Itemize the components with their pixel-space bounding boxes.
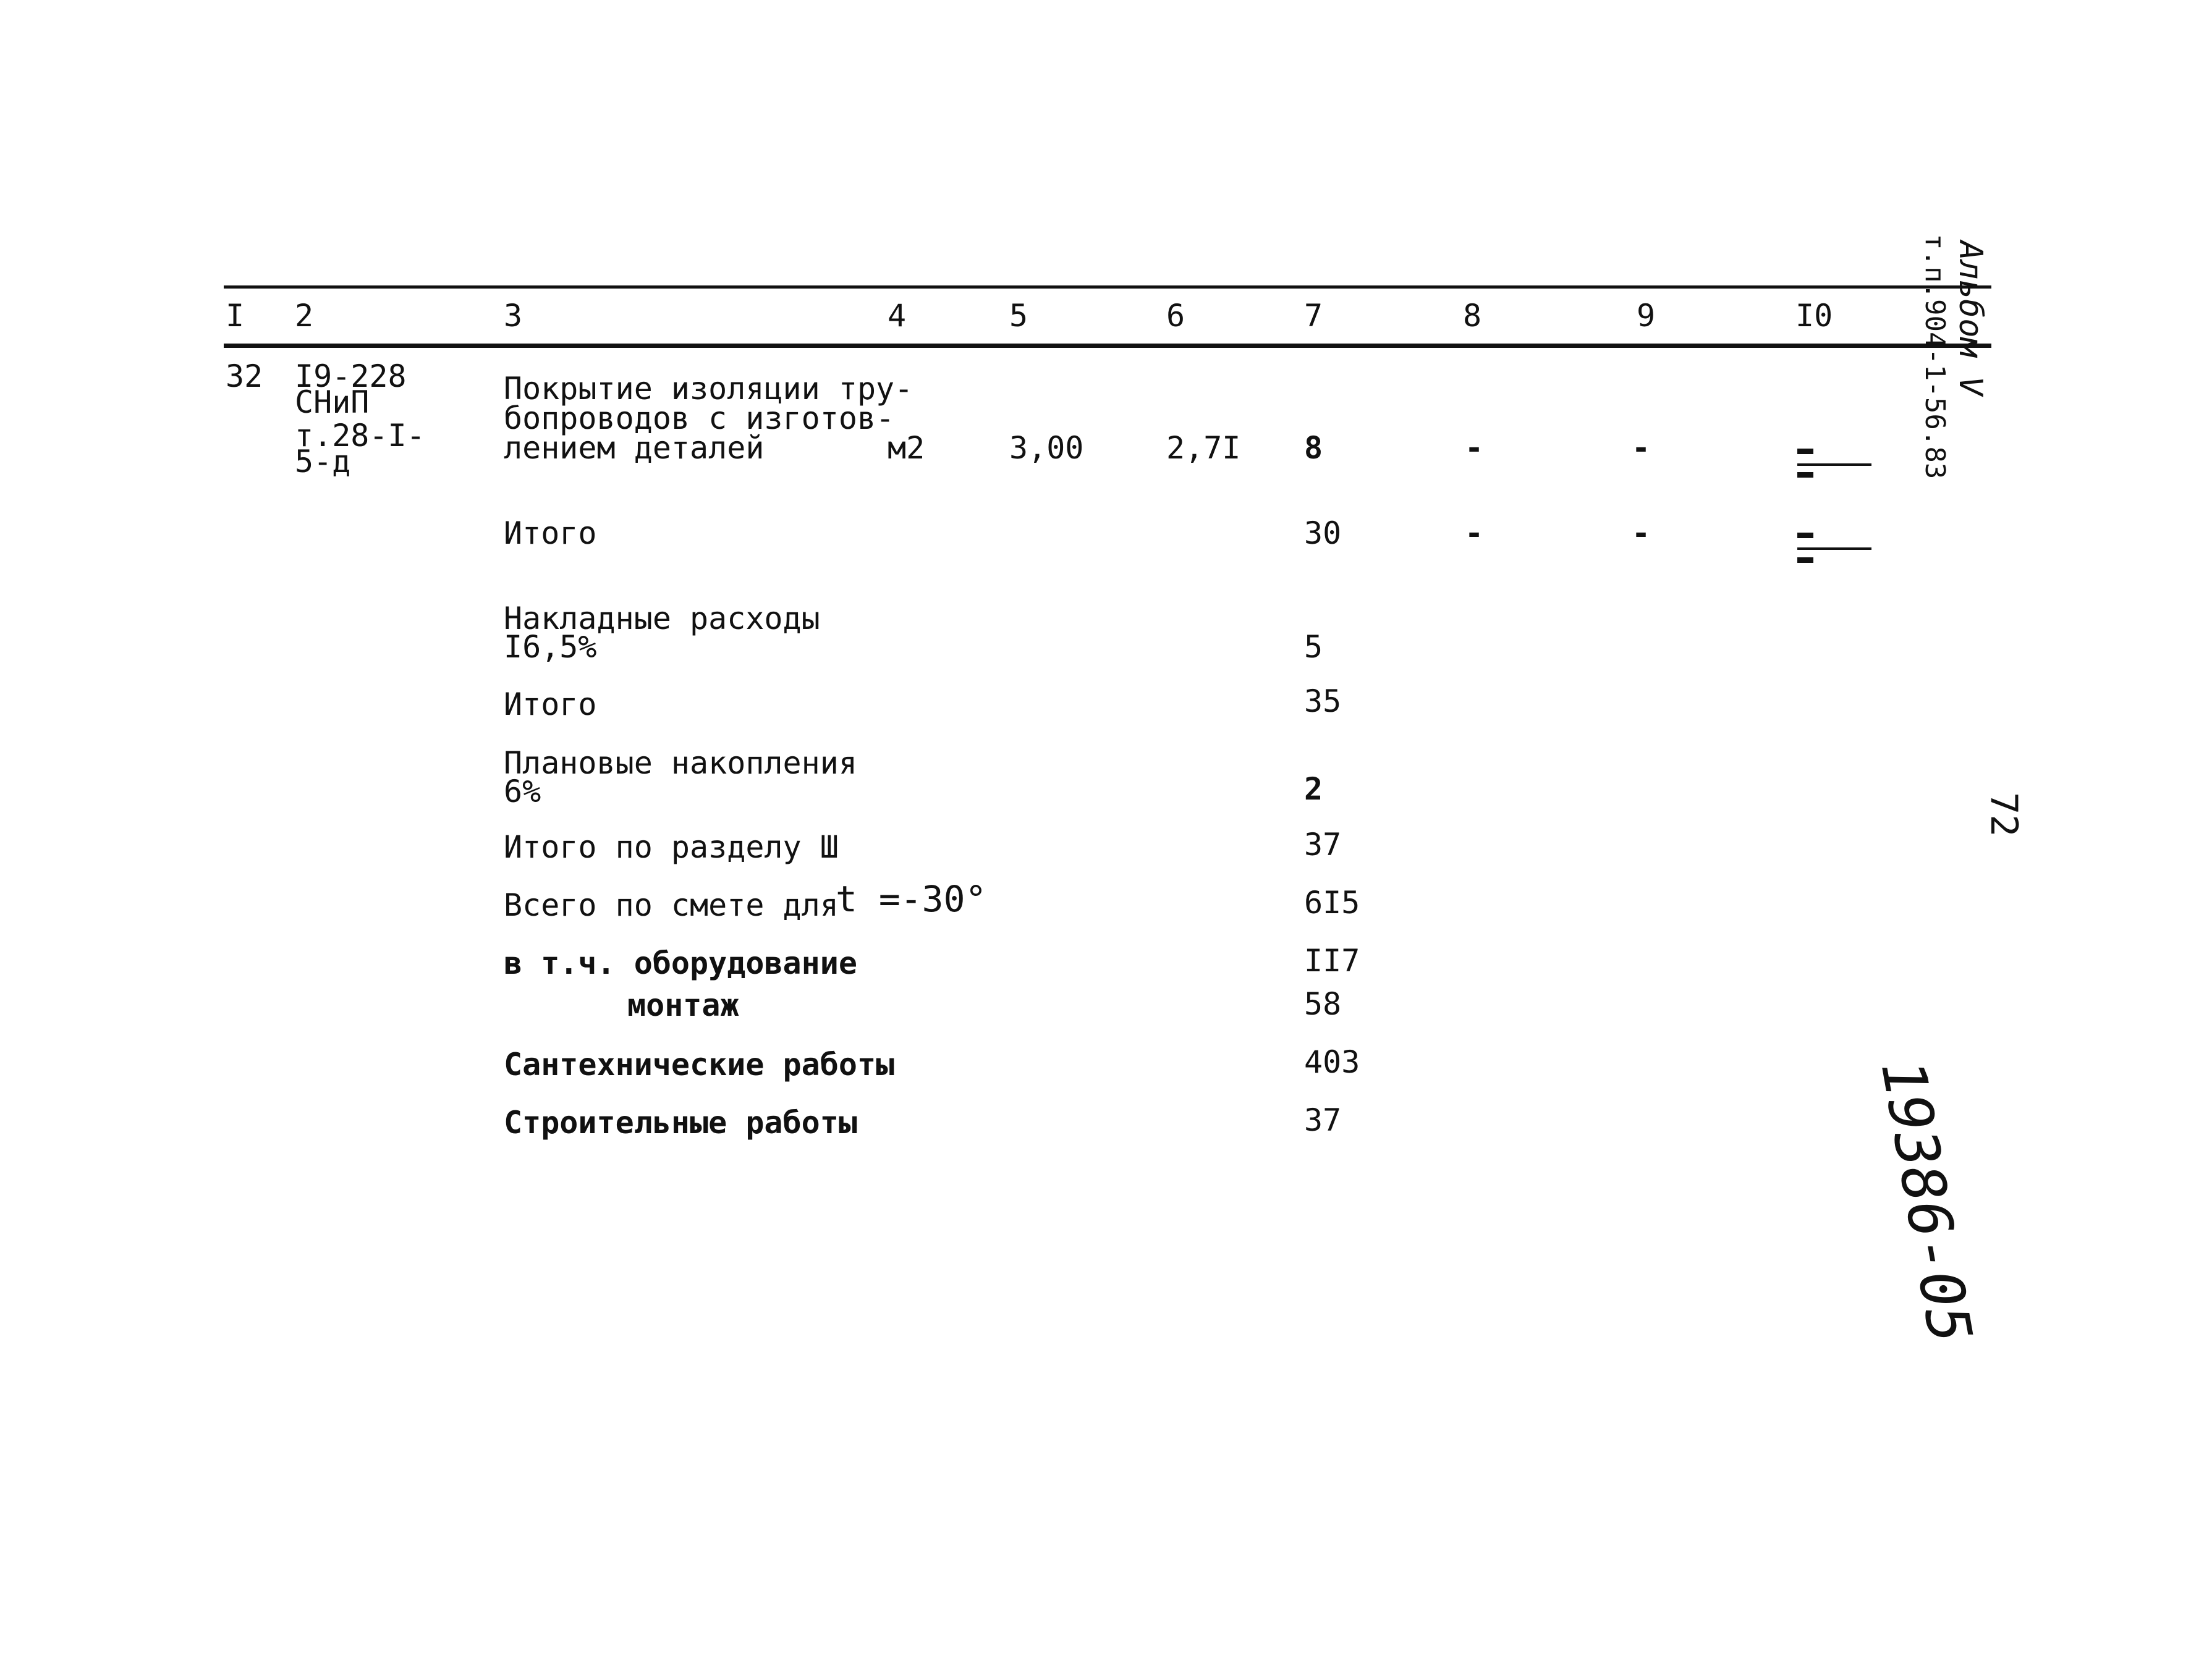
column-header-6: 6 xyxy=(1166,298,1185,334)
item-unit: м2 xyxy=(888,430,925,466)
item-code-line-2: СНиП xyxy=(295,384,370,420)
column-header-7: 7 xyxy=(1304,298,1323,334)
column-header-10: I0 xyxy=(1795,298,1833,334)
planned-savings-label-line-2: 6% xyxy=(504,774,541,809)
construction-label: Строительные работы xyxy=(504,1105,857,1141)
subtotal1-label: Итого xyxy=(504,515,597,551)
item-col9-dash: - xyxy=(1632,430,1651,466)
page-number: 72 xyxy=(1982,792,2025,837)
project-code: т.п.904-1-56.83 xyxy=(1919,234,1951,479)
column-header-8: 8 xyxy=(1463,298,1482,334)
planned-savings-label-line-1: Плановые накопления xyxy=(504,745,857,781)
overhead-label-line-1: Накладные расходы xyxy=(504,601,820,636)
subtotal2-label: Итого xyxy=(504,686,597,722)
column-header-9: 9 xyxy=(1637,298,1656,334)
estimate-total-temperature: t =-30° xyxy=(836,878,987,920)
item-number: 32 xyxy=(226,358,263,394)
estimate-total-value: 6I5 xyxy=(1304,885,1360,921)
estimate-total-label: Всего по смете для xyxy=(504,887,839,923)
subtotal1-total: 30 xyxy=(1304,515,1342,551)
item-name-line-3: лением деталей xyxy=(504,430,765,466)
column-header-3: 3 xyxy=(504,298,523,334)
plumbing-total: 403 xyxy=(1304,1044,1360,1080)
album-label: Альбом V xyxy=(1952,241,1989,396)
item-name-line-1: Покрытие изоляции тру- xyxy=(504,371,913,407)
subtotal1-col9-dash: - xyxy=(1632,515,1651,551)
equipment-total: II7 xyxy=(1304,943,1360,979)
item-quantity: 3,00 xyxy=(1009,430,1084,466)
item-name-line-2: бопроводов с изготов- xyxy=(504,400,895,436)
planned-savings-total: 2 xyxy=(1304,771,1323,807)
item-code-line-4: 5-д xyxy=(295,444,351,479)
inventory-number: 19386-05 xyxy=(1867,1054,1986,1348)
column-header-2: 2 xyxy=(295,298,314,334)
section-total-label: Итого по разделу Ш xyxy=(504,829,839,865)
item-code-line-1: I9-228 xyxy=(295,358,407,394)
section-total-value: 37 xyxy=(1304,827,1342,863)
header-bottom-rule xyxy=(224,344,1991,348)
construction-total: 37 xyxy=(1304,1102,1342,1138)
installation-label: монтаж xyxy=(627,987,739,1023)
installation-total: 58 xyxy=(1304,986,1342,1022)
overhead-label-line-2: I6,5% xyxy=(504,629,597,665)
column-header-4: 4 xyxy=(888,298,907,334)
overhead-total: 5 xyxy=(1304,629,1323,665)
item-unit-cost: 2,7I xyxy=(1166,430,1241,466)
equipment-label: в т.ч. оборудование xyxy=(504,945,857,981)
header-top-rule xyxy=(224,285,1991,289)
subtotal2-total: 35 xyxy=(1304,683,1342,719)
subtotal1-col8-dash: - xyxy=(1465,515,1484,551)
item-code-line-3: т.28-I- xyxy=(295,418,425,454)
item-col8-dash: - xyxy=(1465,430,1484,466)
column-header-1: I xyxy=(226,298,245,334)
item-total: 8 xyxy=(1304,430,1323,466)
plumbing-label: Сантехнические работы xyxy=(504,1047,895,1083)
column-header-5: 5 xyxy=(1009,298,1028,334)
